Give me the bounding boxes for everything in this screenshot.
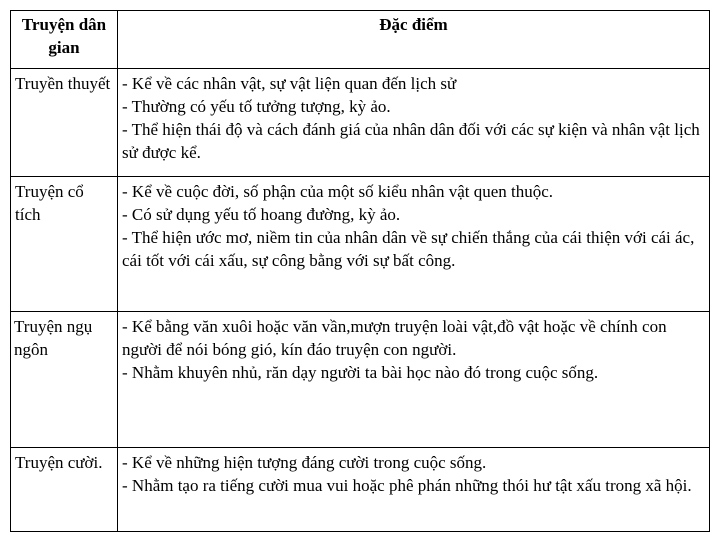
- trait-line: - Kể về các nhân vật, sự vật liện quan đến lịch sử: [122, 74, 457, 93]
- trait-line: - Có sử dụng yếu tố hoang đường, kỳ ảo.: [122, 205, 401, 224]
- trait-line: - Thể hiện ước mơ, niềm tin của nhân dân về sự chiến thắng của cái thiện với cái ác, cái tốt với cái xấu, sự công bằng với sự bất công.: [122, 228, 695, 270]
- table-row: [11, 448, 710, 532]
- trait-line: - Kể bằng văn xuôi hoặc văn vần,mượn truyện loài vật,đồ vật hoặc về chính con người để nói bóng gió, kín đáo truyện con người.: [122, 317, 667, 359]
- traits-cell: [118, 448, 710, 532]
- table-row: [11, 177, 710, 312]
- traits-cell: [118, 177, 710, 312]
- genre-column-header: Truyện dân gian: [11, 11, 118, 69]
- genre-cell: Truyện ngụ ngôn: [11, 312, 118, 448]
- trait-line: - Thường có yếu tố tưởng tượng, kỳ ảo.: [122, 97, 391, 116]
- trait-line: - Thể hiện thái độ và cách đánh giá của nhân dân đối với các sự kiện và nhân vật lịch sử được kể.: [122, 120, 700, 162]
- folk-literature-table: [10, 10, 710, 532]
- genre-cell: Truyện cổ tích: [11, 177, 118, 312]
- trait-line: - Nhằm khuyên nhủ, răn dạy người ta bài học nào đó trong cuộc sống.: [122, 363, 599, 382]
- trait-line: - Nhằm tạo ra tiếng cười mua vui hoặc phê phán những thói hư tật xấu trong xã hội.: [122, 476, 692, 495]
- traits-column-header: Đặc điểm: [118, 11, 710, 69]
- table-row: [11, 69, 710, 177]
- traits-cell: [118, 312, 710, 448]
- traits-cell: [118, 69, 710, 177]
- table-header-row: [11, 11, 710, 69]
- trait-line: - Kể về những hiện tượng đáng cười trong cuộc sống.: [122, 453, 487, 472]
- genre-cell: Truyền thuyết: [11, 69, 118, 177]
- table-row: [11, 312, 710, 448]
- trait-line: - Kể về cuộc đời, số phận của một số kiểu nhân vật quen thuộc.: [122, 182, 554, 201]
- genre-cell: Truyện cười.: [11, 448, 118, 532]
